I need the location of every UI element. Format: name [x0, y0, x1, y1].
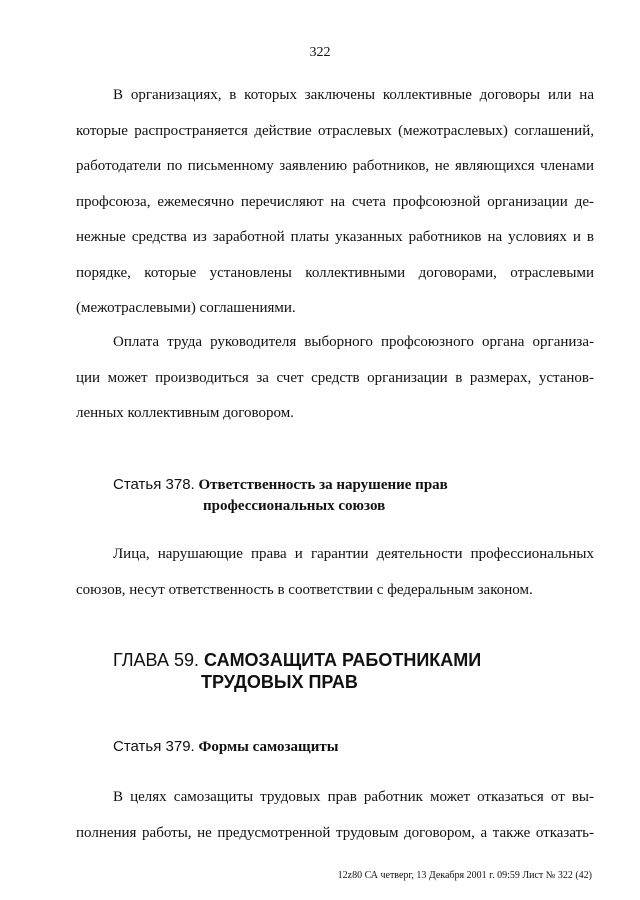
paragraph-liability	[76, 537, 594, 608]
text-line: Оплата труда руководителя выборного профсоюзного органа организа-	[113, 334, 594, 350]
chapter-59-heading	[113, 649, 481, 693]
chapter-title: САМОЗАЩИТА РАБОТНИКАМИ	[204, 650, 482, 670]
paragraph-leader-pay	[76, 325, 594, 432]
text-line: ленных коллективным договором.	[76, 405, 294, 421]
article-label: Статья 378.	[113, 476, 195, 493]
article-378-heading	[113, 474, 448, 517]
text-line: союзов, несут ответственность в соответствии с федеральным законом.	[76, 581, 533, 598]
text-line: ции может производиться за счет средств организации в размерах, установ-	[76, 369, 594, 386]
text-line: работодатели по письменному заявлению работников, не являющихся членами	[76, 158, 594, 174]
text-line: нежные средства из заработной платы указанных работников на условиях и в	[76, 229, 594, 245]
chapter-label: ГЛАВА 59.	[113, 650, 199, 670]
text-line: которые распространяется действие отраслевых (межотраслевых) соглашений,	[76, 122, 594, 139]
text-line: (межотраслевыми) соглашениями.	[76, 300, 296, 316]
text-line: порядке, которые установлены коллективными договорами, отраслевыми	[76, 264, 594, 281]
article-label: Статья 379.	[113, 738, 195, 755]
text-line: профсоюза, ежемесячно перечисляют на счета профсоюзной организации де-	[76, 193, 594, 210]
page-number: 322	[309, 45, 331, 60]
text-line: В организациях, в которых заключены коллективные договоры или на	[113, 87, 594, 103]
article-title: Ответственность за нарушение прав	[198, 477, 448, 493]
article-379-heading	[113, 736, 338, 758]
chapter-title-continuation: ТРУДОВЫХ ПРАВ	[201, 672, 358, 692]
page-footer: 12z80 СА четверг, 13 Декабря 2001 г. 09:59 Лист № 322 (42)	[337, 870, 592, 881]
paragraph-union-dues	[76, 78, 594, 327]
paragraph-self-defense	[76, 780, 594, 851]
text-line: Лица, нарушающие права и гарантии деятельности профессиональных	[113, 546, 594, 562]
article-title: Формы самозащиты	[198, 739, 339, 755]
article-title-continuation: профессиональных союзов	[203, 498, 386, 514]
text-line: полнения работы, не предусмотренной трудовым договором, а также отказать-	[76, 824, 594, 841]
text-line: В целях самозащиты трудовых прав работник может отказаться от вы-	[113, 789, 594, 805]
